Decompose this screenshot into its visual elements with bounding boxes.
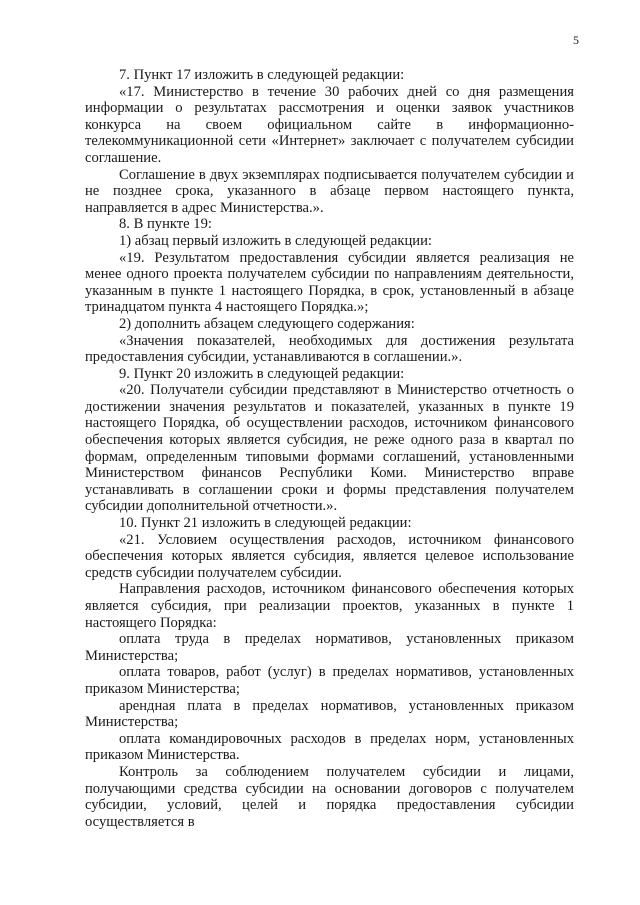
page-number: 5 xyxy=(573,33,579,47)
paragraph-indicator-values: «Значения показателей, необходимых для достижения результата предоставления субсидии, устанавливаются в соглашении.». xyxy=(85,332,574,366)
document-body xyxy=(85,67,574,830)
paragraph-item-19-text: «19. Результатом предоставления субсидии является реализация не менее одного проекта получателем субсидии по направлениям деятельности, указанным в пункте 1 настоящего Порядка, в срок, установленный в абзаце тринадцатом пункта 4 настоящего Порядка.»; xyxy=(85,249,574,316)
list-item-travel: оплата командировочных расходов в пределах норм, установленных приказом Министерства. xyxy=(85,730,574,764)
paragraph-item-7-heading: 7. Пункт 17 изложить в следующей редакции: xyxy=(119,67,405,83)
paragraph-item-17-text: «17. Министерство в течение 30 рабочих дней со дня размещения информации о результатах рассмотрения и оценки заявок участников конкурса на своем официальном сайте в информационно-телекоммуникационной сети «Интернет» заключает с получателем субсидии соглашение. xyxy=(85,83,574,166)
paragraph-item-20-text: «20. Получатели субсидии представляют в Министерство отчетность о достижении значения результатов и показателей, указанных в пункте 19 настоящего Порядка, об осуществлении расходов, источником финансового обеспечения которых является субсидия, не реже одного раза в квартал по формам, определенным типовыми формами соглашений, установленными Министерством финансов Республики Коми. Министерство вправе устанавливать в соглашении сроки и формы представления получателем субсидии дополнительной отчетности.». xyxy=(85,382,574,515)
paragraph-control: Контроль за соблюдением получателем субсидии и лицами, получающими средства субсидии на основании договоров с получателем субсидии, условий, целей и порядка предоставления субсидии осуществляется в xyxy=(85,763,574,830)
paragraph-item-21-text: «21. Условием осуществления расходов, источником финансового обеспечения которых является субсидия, является целевое использование средств субсидии получателем субсидии. xyxy=(85,531,574,581)
paragraph-item-8-sub-2: 2) дополнить абзацем следующего содержания: xyxy=(119,315,415,332)
paragraph-expense-directions: Направления расходов, источником финансового обеспечения которых является субсидия, при реализации проектов, указанных в пункте 1 настоящего Порядка: xyxy=(85,581,574,631)
paragraph-item-8-sub-1: 1) абзац первый изложить в следующей редакции: xyxy=(119,232,432,249)
paragraph-agreement-signing: Соглашение в двух экземплярах подписывается получателем субсидии и не позднее срока, указанного в абзаце первом настоящего пункта, направляется в адрес Министерства.». xyxy=(85,166,574,216)
list-item-rent: арендная плата в пределах нормативов, установленных приказом Министерства; xyxy=(85,697,574,731)
list-item-labor: оплата труда в пределах нормативов, установленных приказом Министерства; xyxy=(85,631,574,664)
paragraph-item-10-heading: 10. Пункт 21 изложить в следующей редакции: xyxy=(119,515,412,532)
paragraph-item-9-heading: 9. Пункт 20 изложить в следующей редакции: xyxy=(119,365,405,382)
paragraph-item-8-heading: 8. В пункте 19: xyxy=(119,216,212,233)
list-item-goods: оплата товаров, работ (услуг) в пределах нормативов, установленных приказом Министерства; xyxy=(85,664,574,697)
